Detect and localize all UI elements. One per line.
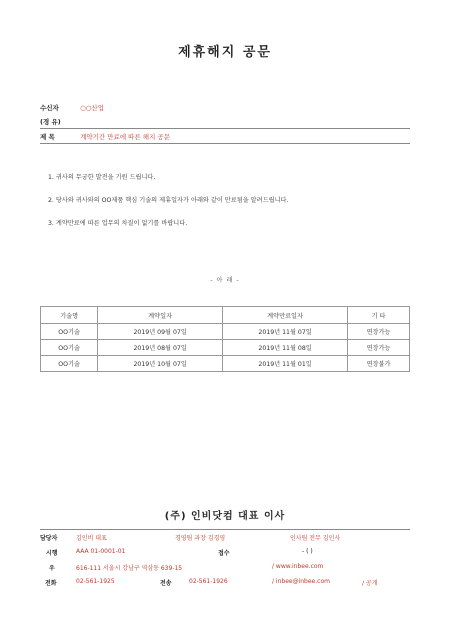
public-value: / 공개 xyxy=(362,580,378,587)
table-cell: 2019년 11월 07일 xyxy=(223,324,348,340)
recipient-label: 수신자 xyxy=(40,104,59,112)
table-row xyxy=(41,324,410,340)
table-cell: 연장가능 xyxy=(348,324,410,340)
header-divider-top xyxy=(40,128,410,129)
paragraph-2: 2. 당사와 귀사와의 OO제품 핵심 기술의 제휴일자가 아래와 같이 만료됨을 알려드립니다. xyxy=(48,197,289,204)
document-title: 제휴해지 공문 xyxy=(178,45,272,60)
manager-mid: 경영팀 과장 김경영 xyxy=(175,535,226,542)
column-header: 기 타 xyxy=(348,307,410,324)
fax-label: 전송 xyxy=(160,580,172,587)
table-cell: 2019년 10월 07일 xyxy=(98,356,223,372)
manager-right: 인사팀 전무 김인사 xyxy=(290,535,341,542)
subject-row xyxy=(40,132,170,141)
phone-value: 02-561-1925 xyxy=(76,578,115,585)
table-cell: OO기술 xyxy=(41,340,98,356)
manager-label: 담당자 xyxy=(40,535,58,542)
via-row xyxy=(40,117,78,126)
web-value: / www.inbee.com xyxy=(272,563,324,570)
table-cell: 2019년 11월 08일 xyxy=(223,340,348,356)
subject-value: 계약기간 만료에 따른 해지 공문 xyxy=(80,133,170,141)
table-cell: 연장가능 xyxy=(348,340,410,356)
table-cell: 2019년 11월 01일 xyxy=(223,356,348,372)
post-label: 우 xyxy=(49,565,55,572)
table-cell: OO기술 xyxy=(41,356,98,372)
table-cell: OO기술 xyxy=(41,324,98,340)
table-cell: 연장불가 xyxy=(348,356,410,372)
recipient-value: ○○산업 xyxy=(80,104,104,112)
header-divider-bottom xyxy=(40,143,410,144)
recipient-row xyxy=(40,103,104,112)
post-value: 616-111 서울시 강남구 역삼동 639-15 xyxy=(76,565,183,572)
table-cell: 2019년 08월 07일 xyxy=(98,340,223,356)
receipt-value: - ( ) xyxy=(302,548,313,555)
footer-divider xyxy=(40,529,410,530)
paragraph-3: 3. 계약만료에 따른 업무의 차질이 없기를 바랍니다. xyxy=(48,220,188,227)
email-value: / inbee@inbee.com xyxy=(272,578,330,585)
table-header-row xyxy=(41,307,410,324)
below-label: - 아 래 - xyxy=(210,277,240,284)
contracts-table xyxy=(40,306,410,372)
table-cell: 2019년 09월 07일 xyxy=(98,324,223,340)
table-row xyxy=(41,340,410,356)
receipt-label: 접수 xyxy=(218,550,230,557)
column-header: 계약만료일자 xyxy=(223,307,348,324)
manager-value: 김인비 대표 xyxy=(76,535,107,542)
exec-label: 시행 xyxy=(46,550,58,557)
exec-value: AAA 01-0001-01 xyxy=(76,548,126,555)
company-signature: (주) 인비닷컴 대표 이사 xyxy=(164,511,286,522)
paragraph-1: 1. 귀사의 무궁한 발전을 기원 드립니다. xyxy=(48,174,156,181)
column-header: 기술명 xyxy=(41,307,98,324)
phone-label: 전화 xyxy=(45,580,57,587)
via-label: (경 유) xyxy=(40,118,61,126)
fax-value: 02-561-1926 xyxy=(189,578,228,585)
table-row xyxy=(41,356,410,372)
column-header: 계약일자 xyxy=(98,307,223,324)
subject-label: 제 목 xyxy=(40,133,55,141)
